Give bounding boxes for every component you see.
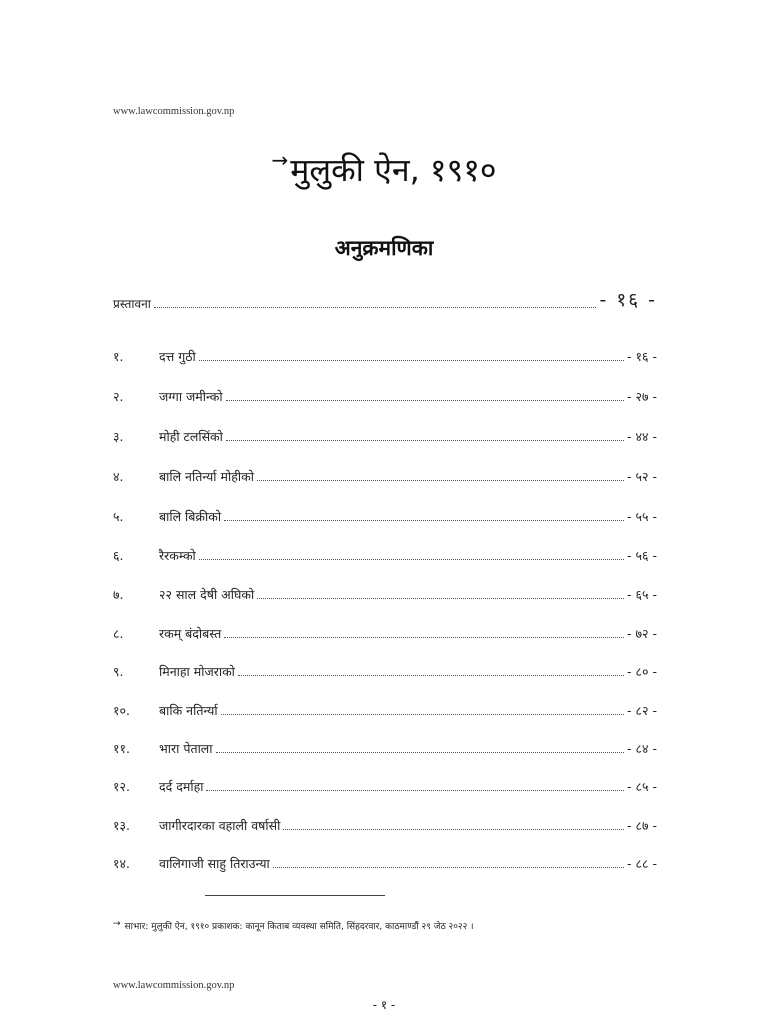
toc-page: - ६५ - (627, 587, 657, 602)
toc-page: - ५६ - (627, 548, 657, 563)
toc-page: - ५५ - (627, 509, 657, 524)
toc-page: - ८४ - (627, 741, 657, 756)
toc-leader (226, 400, 624, 401)
toc-leader (206, 790, 624, 791)
toc-row (113, 383, 657, 405)
toc-page: - २७ - (627, 389, 657, 404)
toc-label: रैरकम्को (159, 548, 196, 563)
toc-number: ६. (113, 548, 124, 563)
toc-row (113, 463, 657, 485)
toc-leader (221, 714, 624, 715)
toc-number: १३. (113, 818, 130, 833)
toc-row (113, 697, 657, 719)
toc-row (113, 423, 657, 445)
toc-row (113, 542, 657, 564)
toc-preamble-page: - १६ - (599, 289, 657, 311)
toc-row (113, 850, 657, 872)
toc-row (113, 773, 657, 795)
toc-leader (199, 559, 624, 560)
toc-label: २२ साल देषी अघिको (159, 587, 255, 602)
toc-label: जागीरदारका वहाली वर्षासी (159, 818, 281, 833)
page-number: - १ - (372, 998, 396, 1012)
toc-row (113, 343, 657, 365)
toc-leader (216, 752, 625, 753)
toc-leader (257, 480, 624, 481)
toc-label: मिनाहा मोजराको (159, 664, 235, 679)
toc-label: रकम् बंदोबस्त (159, 626, 222, 641)
toc-row (113, 735, 657, 757)
toc-page: - ५२ - (627, 469, 657, 484)
toc-page: - ८८ - (627, 856, 657, 871)
toc-row (113, 581, 657, 603)
index-heading: अनुक्रमणिका (334, 236, 434, 260)
toc-row (113, 658, 657, 680)
toc-number: १०. (113, 703, 130, 718)
toc-row (113, 620, 657, 642)
toc-preamble-label: प्रस्तावना (113, 297, 151, 311)
toc-leader (224, 520, 624, 521)
toc-page: - ८७ - (627, 818, 657, 833)
toc-leader (224, 637, 624, 638)
toc-label: बालि बिक्रीको (159, 509, 222, 524)
document-title-text: मुलुकी ऐन, १९१० (290, 151, 497, 189)
toc-number: १. (113, 349, 124, 364)
toc-leader (226, 440, 624, 441)
document-title (0, 148, 768, 191)
toc-leader (283, 829, 624, 830)
toc-number: १४. (113, 856, 130, 871)
header-url: www.lawcommission.gov.np (113, 106, 235, 117)
toc-number: ४. (113, 469, 124, 484)
toc-number: १२. (113, 779, 130, 794)
toc-number: ११. (113, 741, 130, 756)
toc-leader (199, 360, 624, 361)
footnote-arrow-icon: → (113, 919, 121, 929)
toc-page: - ८२ - (627, 703, 657, 718)
toc-label: जग्गा जमीन्को (159, 389, 223, 404)
toc-number: ९. (113, 664, 124, 679)
toc-leader (273, 867, 624, 868)
toc-number: ७. (113, 587, 124, 602)
toc-number: ३. (113, 429, 124, 444)
footnote-text: साभार: मुलुकी ऐन, १९१० प्रकाशक: कानून किताब व्यवस्था समिति, सिंहदरवार, काठमाण्डौं २९ जेठ २०२२ । (124, 922, 474, 932)
footnote-arrow-icon: → (271, 148, 289, 172)
toc-number: ८. (113, 626, 124, 641)
toc-label: दर्द दर्माहा (159, 779, 204, 794)
toc-number: २. (113, 389, 124, 404)
toc-page: - १६ - (627, 349, 657, 364)
toc-number: ५. (113, 509, 124, 524)
toc-row (113, 503, 657, 525)
toc-leader (238, 675, 624, 676)
toc-label: बाकि नतिर्न्या (159, 703, 218, 718)
toc-label: वालिगाजी साहु तिराउन्या (159, 856, 270, 871)
toc-preamble-row (113, 290, 657, 312)
toc-page: - ७२ - (627, 626, 657, 641)
toc-leader (154, 307, 597, 308)
toc-page: - ४४ - (627, 429, 657, 444)
footnote-divider (205, 895, 385, 896)
footnote (113, 919, 474, 932)
footer-url: www.lawcommission.gov.np (113, 980, 235, 991)
toc-label: भारा पेताला (159, 741, 213, 756)
toc-page: - ८० - (627, 664, 657, 679)
toc-label: दत्त गुठी (159, 349, 196, 364)
toc-leader (257, 598, 624, 599)
toc-row (113, 812, 657, 834)
toc-page: - ८५ - (627, 779, 657, 794)
toc-label: मोही टलसिंको (159, 429, 223, 444)
toc-label: बालि नतिर्न्या मोहीको (159, 469, 254, 484)
